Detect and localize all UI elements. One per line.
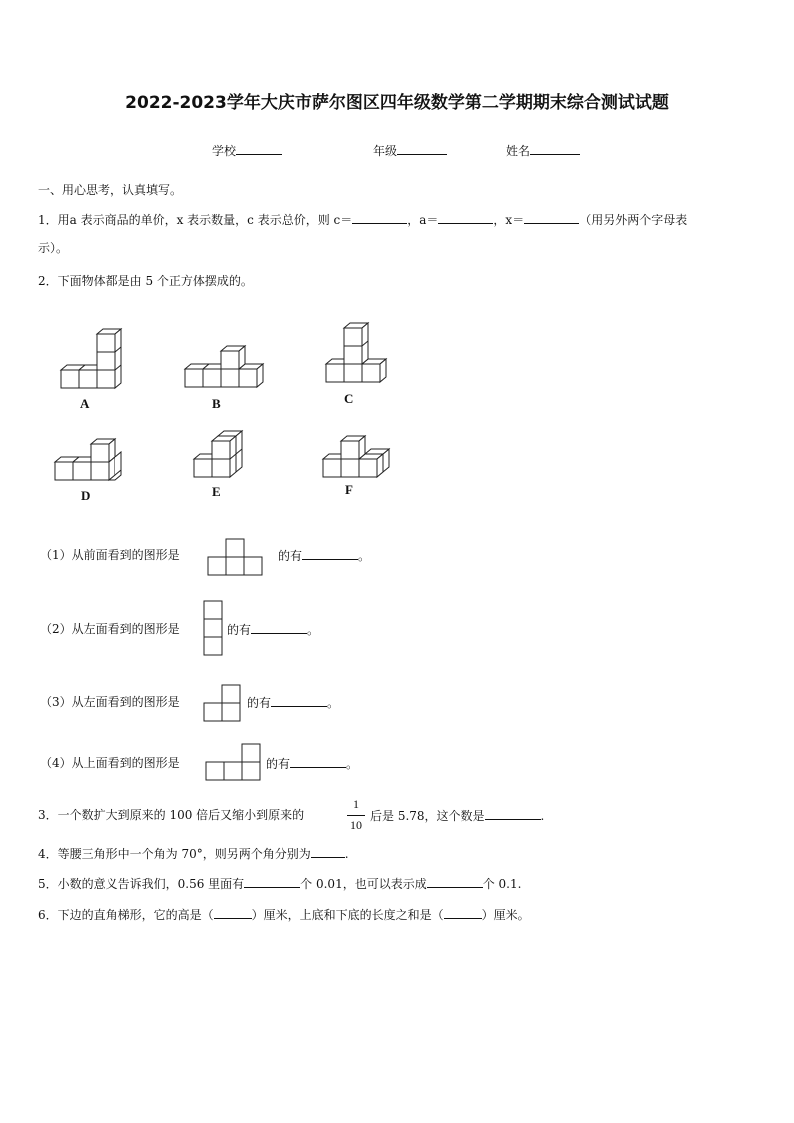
figure-f-cubes (320, 432, 392, 482)
figure-a-label: A (80, 396, 90, 411)
figure-e-cubes (190, 430, 246, 482)
figure-f-label: F (345, 482, 353, 497)
question-3: 3．一个数扩大到原来的 100 倍后又缩小到原来的 (38, 808, 305, 822)
q2-sub3-answer (247, 693, 339, 711)
q1-text-3: ，x＝ (493, 213, 525, 227)
figure-d-cubes (52, 436, 124, 486)
question-3-rest (370, 806, 544, 824)
q5-blank-1 (244, 874, 300, 888)
q6-blank-1 (214, 905, 252, 919)
q1-blank-a (438, 210, 493, 224)
fraction-numerator: 1 (353, 797, 359, 811)
q2-sub1-view (207, 538, 263, 576)
q2-sub2-blank (251, 620, 307, 634)
figure-c-cubes (322, 322, 386, 388)
figure-d-label: D (81, 488, 91, 503)
q2-sub1-text: 的有 (278, 549, 303, 563)
q2-sub1-blank (302, 546, 358, 560)
grade-label: 年级 (373, 144, 398, 158)
q2-sub3-blank (271, 693, 327, 707)
figure-a-cubes (56, 326, 126, 392)
school-label: 学校 (212, 144, 237, 158)
fraction-denominator: 10 (350, 818, 362, 832)
q2-sub3-end: 。 (327, 696, 340, 710)
q4-end: . (344, 847, 349, 861)
q2-sub2-view (203, 600, 223, 656)
name-blank (530, 142, 580, 155)
q2-sub4-text: 的有 (266, 757, 291, 771)
q6-text-2: ）厘米，上底和下底的长度之和是（ (251, 908, 444, 922)
q5-text-3: 个 0.1. (482, 877, 522, 891)
q2-sub3-prompt: （3）从左面看到的图形是 (40, 695, 180, 709)
figure-c-label: C (344, 391, 354, 406)
q2-sub4-prompt: （4）从上面看到的图形是 (40, 756, 180, 770)
q3-text: 后是 5.78，这个数是 (370, 809, 485, 823)
q4-text: 4．等腰三角形中一个角为 70°，则另两个角分别为 (38, 847, 311, 861)
q5-text-1: 5．小数的意义告诉我们，0.56 里面有 (38, 877, 245, 891)
q2-sub3-view (203, 684, 241, 722)
q1-text-2: ，a＝ (407, 213, 439, 227)
q5-blank-2 (427, 874, 483, 888)
q2-sub1-answer (278, 546, 370, 564)
q2-sub3-text: 的有 (247, 696, 272, 710)
q4-blank (311, 844, 345, 858)
figure-e-label: E (212, 484, 221, 499)
figure-b-label: B (212, 396, 221, 411)
name-label: 姓名 (506, 144, 531, 158)
q1-blank-c (352, 210, 407, 224)
q3-blank (485, 806, 541, 820)
q2-sub4-answer (266, 754, 358, 772)
q2-sub4-view (205, 743, 261, 781)
q2-sub2-answer (227, 620, 319, 638)
q2-sub1-end: 。 (358, 549, 371, 563)
grade-field (373, 142, 447, 159)
q2-sub1-prompt: （1）从前面看到的图形是 (40, 548, 180, 562)
question-1-line-1 (38, 210, 687, 228)
name-field (506, 142, 580, 159)
q2-sub2-text: 的有 (227, 623, 252, 637)
q1-text-4: （用另外两个字母表 (579, 213, 688, 227)
q6-text-1: 6．下边的直角梯形，它的高是（ (38, 908, 214, 922)
grade-blank (397, 142, 447, 155)
q5-text-2: 个 0.01，也可以表示成 (300, 877, 427, 891)
q2-sub2-end: 。 (307, 623, 320, 637)
q2-sub4-end: 。 (346, 757, 359, 771)
question-1-line-2: 示）。 (38, 241, 69, 255)
q2-sub2-prompt: （2）从左面看到的图形是 (40, 622, 180, 636)
school-field (212, 142, 282, 159)
figure-b-cubes (182, 344, 266, 392)
fraction-bar (347, 815, 365, 816)
question-4 (38, 844, 349, 862)
q1-text-1: 1．用a 表示商品的单价，x 表示数量，c 表示总价，则 c＝ (38, 213, 353, 227)
school-blank (236, 142, 282, 155)
q2-sub4-blank (290, 754, 346, 768)
q1-blank-x (524, 210, 579, 224)
page-title: 2022-2023学年大庆市萨尔图区四年级数学第二学期期末综合测试试题 (125, 93, 669, 113)
q3-end: . (540, 809, 545, 823)
question-6 (38, 905, 530, 923)
section-heading: 一、用心思考，认真填写。 (38, 183, 183, 197)
question-5 (38, 874, 521, 892)
q6-blank-2 (444, 905, 482, 919)
question-2: 2．下面物体都是由 5 个正方体摆成的。 (38, 274, 253, 288)
q6-text-3: ）厘米。 (481, 908, 530, 922)
